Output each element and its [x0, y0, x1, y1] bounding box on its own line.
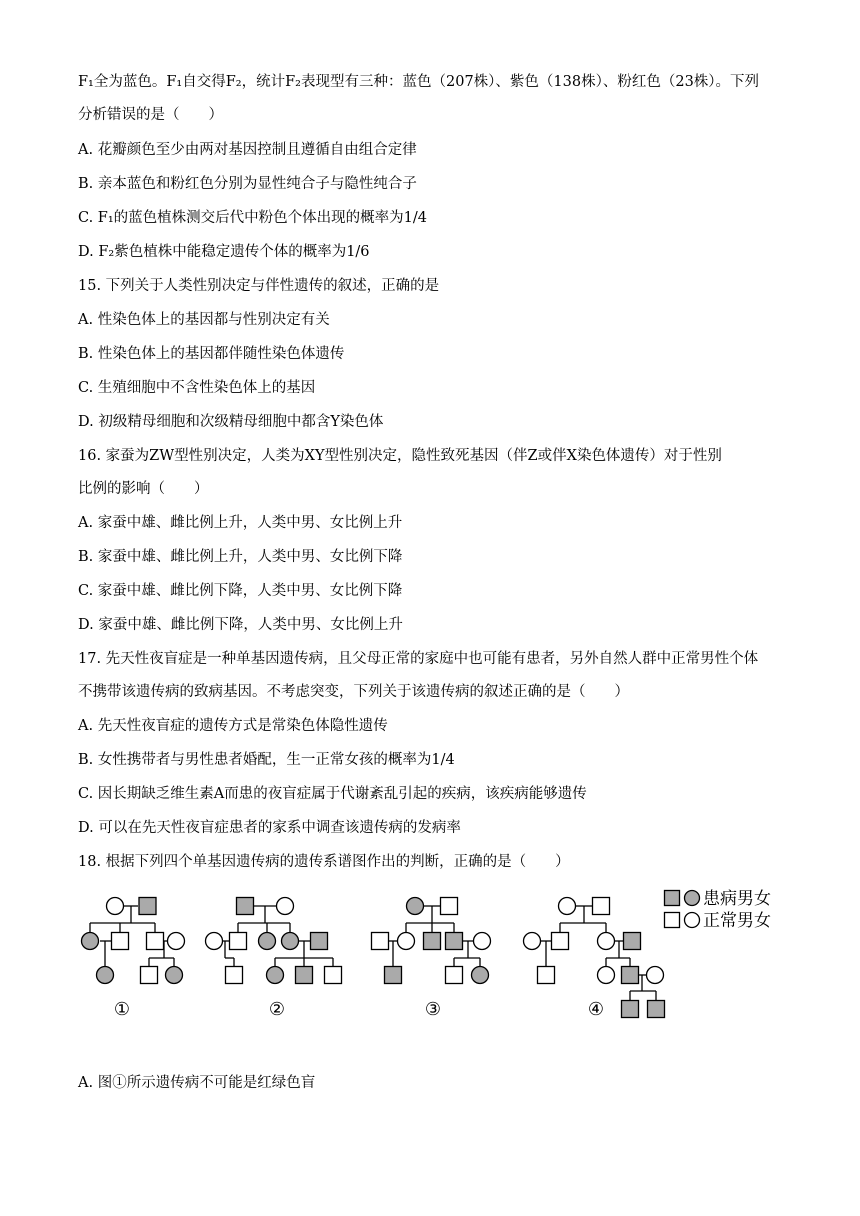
pedigree-female-normal	[107, 898, 124, 915]
pedigree-female-affected	[407, 898, 424, 915]
text-line: 15. 下列关于人类性别决定与伴性遗传的叙述，正确的是	[78, 278, 440, 294]
pedigree-male-normal	[552, 933, 569, 950]
pedigree-female-affected	[97, 967, 114, 984]
pedigree-male-normal	[325, 967, 342, 984]
pedigree-male-normal	[141, 967, 158, 984]
pedigree-label-4: ④	[587, 999, 605, 1020]
pedigree-figure	[70, 878, 790, 1028]
text-line: 比例的影响（ ）	[78, 481, 209, 497]
pedigree-legend	[665, 891, 700, 928]
pedigree-male-affected	[311, 933, 328, 950]
pedigree-female-affected	[267, 967, 284, 984]
pedigree-male-normal	[226, 967, 243, 984]
text-line: D. 可以在先天性夜盲症患者的家系中调查该遗传病的发病率	[78, 820, 461, 836]
pedigree-female-affected	[282, 933, 299, 950]
text-line: D. 初级精母细胞和次级精母细胞中都含Y染色体	[78, 414, 384, 430]
pedigree-male-normal	[441, 898, 458, 915]
text-line: 分析错误的是（ ）	[78, 107, 223, 123]
pedigree-female-normal	[559, 898, 576, 915]
text-line: 16. 家蚕为ZW型性别决定，人类为XY型性别决定，隐性致死基因（伴Z或伴X染色体遗传）对于性别	[78, 448, 722, 464]
text-line: 18. 根据下列四个单基因遗传病的遗传系谱图作出的判断，正确的是（ ）	[78, 854, 570, 870]
pedigree-label-2: ②	[268, 999, 286, 1020]
pedigree-female-normal	[647, 967, 664, 984]
text-line: A. 花瓣颜色至少由两对基因控制且遵循自由组合定律	[78, 142, 417, 158]
text-line: C. 家蚕中雄、雌比例下降，人类中男、女比例下降	[78, 583, 403, 599]
pedigree-female-normal	[524, 933, 541, 950]
pedigree-female-normal	[277, 898, 294, 915]
legend-female-affected	[685, 891, 700, 906]
pedigree-3	[372, 898, 491, 984]
text-line: B. 性染色体上的基因都伴随性染色体遗传	[78, 346, 345, 362]
legend-female-normal	[685, 913, 700, 928]
pedigree-male-affected	[622, 967, 639, 984]
text-line: C. 因长期缺乏维生素A而患的夜盲症属于代谢紊乱引起的疾病，该疾病能够遗传	[78, 786, 587, 802]
text-line: A. 家蚕中雄、雌比例上升，人类中男、女比例上升	[78, 515, 403, 531]
pedigree-male-normal	[147, 933, 164, 950]
pedigree-male-normal	[538, 967, 555, 984]
text-line: F₁全为蓝色。F₁自交得F₂，统计F₂表现型有三种：蓝色（207株）、紫色（138株）、粉红色（23株）。下列	[78, 74, 760, 90]
pedigree-female-normal	[474, 933, 491, 950]
pedigree-male-affected	[622, 1001, 639, 1018]
pedigree-male-normal	[112, 933, 129, 950]
legend-normal-label: 正常男女	[703, 911, 771, 931]
pedigree-male-affected	[139, 898, 156, 915]
pedigree-female-normal	[168, 933, 185, 950]
text-line: B. 家蚕中雄、雌比例上升，人类中男、女比例下降	[78, 549, 403, 565]
pedigree-female-normal	[398, 933, 415, 950]
text-line: 17. 先天性夜盲症是一种单基因遗传病，且父母正常的家庭中也可能有患者，另外自然人群中正常男性个体	[78, 651, 759, 667]
text-line: D. 家蚕中雄、雌比例下降，人类中男、女比例上升	[78, 617, 403, 633]
pedigree-label-1: ①	[113, 999, 131, 1020]
pedigree-male-affected	[446, 933, 463, 950]
text-line: B. 亲本蓝色和粉红色分别为显性纯合子与隐性纯合子	[78, 176, 417, 192]
pedigree-female-affected	[166, 967, 183, 984]
pedigree-male-affected	[385, 967, 402, 984]
legend-male-normal	[665, 913, 680, 928]
pedigree-label-3: ③	[424, 999, 442, 1020]
pedigree-male-affected	[237, 898, 254, 915]
text-line: C. 生殖细胞中不含性染色体上的基因	[78, 380, 316, 396]
pedigree-2	[206, 898, 342, 984]
text-line: A. 图①所示遗传病不可能是红绿色盲	[78, 1075, 316, 1091]
text-line: D. F₂紫色植株中能稳定遗传个体的概率为1/6	[78, 244, 370, 260]
text-line: 不携带该遗传病的致病基因。不考虑突变，下列关于该遗传病的叙述正确的是（ ）	[78, 684, 629, 700]
text-line: A. 先天性夜盲症的遗传方式是常染色体隐性遗传	[78, 718, 388, 734]
text-line: C. F₁的蓝色植株测交后代中粉色个体出现的概率为1/4	[78, 210, 428, 226]
text-line: A. 性染色体上的基因都与性别决定有关	[78, 312, 330, 328]
pedigree-female-affected	[259, 933, 276, 950]
pedigree-female-normal	[598, 967, 615, 984]
pedigree-male-affected	[296, 967, 313, 984]
text-line: B. 女性携带者与男性患者婚配，生一正常女孩的概率为1/4	[78, 752, 455, 768]
pedigree-female-affected	[472, 967, 489, 984]
pedigree-female-affected	[82, 933, 99, 950]
pedigree-1	[82, 898, 185, 984]
pedigree-male-normal	[230, 933, 247, 950]
legend-male-affected	[665, 891, 680, 906]
pedigree-male-affected	[648, 1001, 665, 1018]
pedigree-male-affected	[624, 933, 641, 950]
pedigree-male-normal	[372, 933, 389, 950]
legend-affected-label: 患病男女	[703, 889, 771, 909]
pedigree-female-normal	[206, 933, 223, 950]
pedigree-male-affected	[424, 933, 441, 950]
pedigree-female-normal	[598, 933, 615, 950]
pedigree-male-normal	[593, 898, 610, 915]
pedigree-male-normal	[446, 967, 463, 984]
